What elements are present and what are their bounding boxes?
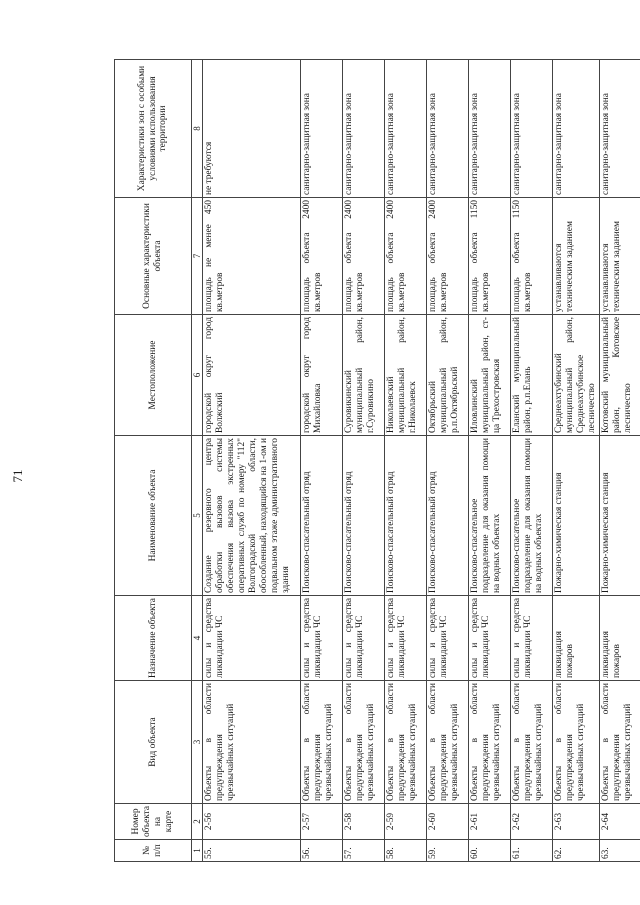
header-cell: Местоположение	[115, 315, 192, 436]
zone-characteristics: санитарно-защитная зона	[511, 60, 553, 198]
object-purpose: силы и средства ликвидации ЧС	[469, 596, 511, 681]
object-kind: Объекты в области предупреждения чрезвычайных ситуаций	[343, 681, 385, 804]
object-location: городской округ город Михайловка	[301, 315, 343, 436]
object-purpose: ликвидация пожаров	[553, 596, 600, 681]
object-characteristics: площадь не менее 450 кв.метров	[203, 198, 301, 315]
object-location: городской округ город Волжский	[203, 315, 301, 436]
row-number: 62.	[553, 840, 600, 862]
page-number: 71	[10, 469, 25, 483]
object-characteristics: площадь объекта 2400 кв.метров	[343, 198, 385, 315]
map-number: 2-60	[427, 804, 469, 840]
map-number: 2-59	[385, 804, 427, 840]
object-characteristics: площадь объекта 2400 кв.метров	[427, 198, 469, 315]
table-row	[385, 60, 427, 862]
object-purpose: силы и средства ликвидации ЧС	[511, 596, 553, 681]
map-number: 2-63	[553, 804, 600, 840]
object-purpose: силы и средства ликвидации ЧС	[343, 596, 385, 681]
object-name: Поисково-спасательный отряд	[427, 436, 469, 596]
row-number: 60.	[469, 840, 511, 862]
object-kind: Объекты в области предупреждения чрезвычайных ситуаций	[301, 681, 343, 804]
object-name: Поисково-спасательное подразделение для оказания помощи на водных объектах	[511, 436, 553, 596]
object-location: Октябрьский муниципальный район, р.п.Октябрьский	[427, 315, 469, 436]
header-cell: № п/п	[115, 840, 192, 862]
column-number: 8	[192, 60, 203, 198]
object-name: Поисково-спасательный отряд	[301, 436, 343, 596]
zone-characteristics: санитарно-защитная зона	[427, 60, 469, 198]
object-purpose: силы и средства ликвидации ЧС	[203, 596, 301, 681]
object-characteristics: площадь объекта 1150 кв.метров	[469, 198, 511, 315]
header-cell: Основные характеристики объекта	[115, 198, 192, 315]
row-number: 55.	[203, 840, 301, 862]
column-number: 5	[192, 436, 203, 596]
object-purpose: силы и средства ликвидации ЧС	[385, 596, 427, 681]
object-characteristics: площадь объекта 2400 кв.метров	[301, 198, 343, 315]
object-kind: Объекты в области предупреждения чрезвычайных ситуаций	[427, 681, 469, 804]
table-row	[301, 60, 343, 862]
table-row	[600, 60, 640, 862]
map-number: 2-57	[301, 804, 343, 840]
object-kind: Объекты в области предупреждения чрезвычайных ситуаций	[203, 681, 301, 804]
object-characteristics: устанавливаются техническим заданием	[600, 198, 640, 315]
object-characteristics: площадь объекта 2400 кв.метров	[385, 198, 427, 315]
map-number: 2-56	[203, 804, 301, 840]
header-cell: Вид объекта	[115, 681, 192, 804]
object-name: Поисково-спасательное подразделение для оказания помощи на водных объектах	[469, 436, 511, 596]
table-row	[553, 60, 600, 862]
object-kind: Объекты в области предупреждения чрезвычайных ситуаций	[553, 681, 600, 804]
table-row	[427, 60, 469, 862]
header-cell: Назначение объекта	[115, 596, 192, 681]
map-number: 2-61	[469, 804, 511, 840]
object-purpose: ликвидация пожаров	[600, 596, 640, 681]
row-number: 57.	[343, 840, 385, 862]
table-row	[343, 60, 385, 862]
object-name: Пожарно-химическая станция	[600, 436, 640, 596]
row-number: 63.	[600, 840, 640, 862]
table-body	[203, 60, 640, 862]
table-header	[115, 60, 203, 862]
object-location: Николаевский муниципальный район, г.Николаевск	[385, 315, 427, 436]
map-number: 2-62	[511, 804, 553, 840]
zone-characteristics: санитарно-защитная зона	[343, 60, 385, 198]
table-row	[469, 60, 511, 862]
object-name: Поисково-спасательный отряд	[343, 436, 385, 596]
column-number: 2	[192, 804, 203, 840]
rotated-page	[114, 60, 640, 862]
column-number: 6	[192, 315, 203, 436]
table-row	[203, 60, 301, 862]
object-kind: Объекты в области предупреждения чрезвычайных ситуаций	[469, 681, 511, 804]
zone-characteristics: санитарно-защитная зона	[301, 60, 343, 198]
object-location: Еланский муниципальный район, р.п.Елань	[511, 315, 553, 436]
zone-characteristics: санитарно-защитная зона	[600, 60, 640, 198]
object-purpose: силы и средства ликвидации ЧС	[427, 596, 469, 681]
row-number: 59.	[427, 840, 469, 862]
object-characteristics: площадь объекта 1150 кв.метров	[511, 198, 553, 315]
table-row	[511, 60, 553, 862]
zone-characteristics: санитарно-защитная зона	[469, 60, 511, 198]
object-kind: Объекты в области предупреждения чрезвычайных ситуаций	[600, 681, 640, 804]
object-characteristics: устанавливаются техническим заданием	[553, 198, 600, 315]
object-location: Иловлинский муниципальный район, ст-ца Трехостровская	[469, 315, 511, 436]
objects-table	[114, 59, 640, 862]
column-number-row	[192, 60, 203, 862]
column-number: 7	[192, 198, 203, 315]
object-purpose: силы и средства ликвидации ЧС	[301, 596, 343, 681]
map-number: 2-64	[600, 804, 640, 840]
row-number: 56.	[301, 840, 343, 862]
object-name: Поисково-спасательный отряд	[385, 436, 427, 596]
column-number: 4	[192, 596, 203, 681]
column-number: 3	[192, 681, 203, 804]
object-location: Среднеахтубинский муниципальный район, Среднеахтубинское лесничество	[553, 315, 600, 436]
header-cell: Характеристики зон с особыми условиями использования территории	[115, 60, 192, 198]
object-kind: Объекты в области предупреждения чрезвычайных ситуаций	[511, 681, 553, 804]
header-cell: Номер объекта на карте	[115, 804, 192, 840]
zone-characteristics: санитарно-защитная зона	[553, 60, 600, 198]
object-location: Суровикинский муниципальный район, г.Суровикино	[343, 315, 385, 436]
header-cell: Наименование объекта	[115, 436, 192, 596]
row-number: 61.	[511, 840, 553, 862]
object-name: Создание резервного центра обработки вызовов системы обеспечения вызова экстренных оперативных служб по номеру "112" Волгоградской области, обособленный, находящийся на 1-ом и подвальном этаже административного здания	[203, 436, 301, 596]
map-number: 2-58	[343, 804, 385, 840]
object-name: Пожарно-химическая станция	[553, 436, 600, 596]
zone-characteristics: не требуются	[203, 60, 301, 198]
object-kind: Объекты в области предупреждения чрезвычайных ситуаций	[385, 681, 427, 804]
column-number: 1	[192, 840, 203, 862]
object-location: Котовский муниципальный район, Котовское лесничество	[600, 315, 640, 436]
zone-characteristics: санитарно-защитная зона	[385, 60, 427, 198]
row-number: 58.	[385, 840, 427, 862]
